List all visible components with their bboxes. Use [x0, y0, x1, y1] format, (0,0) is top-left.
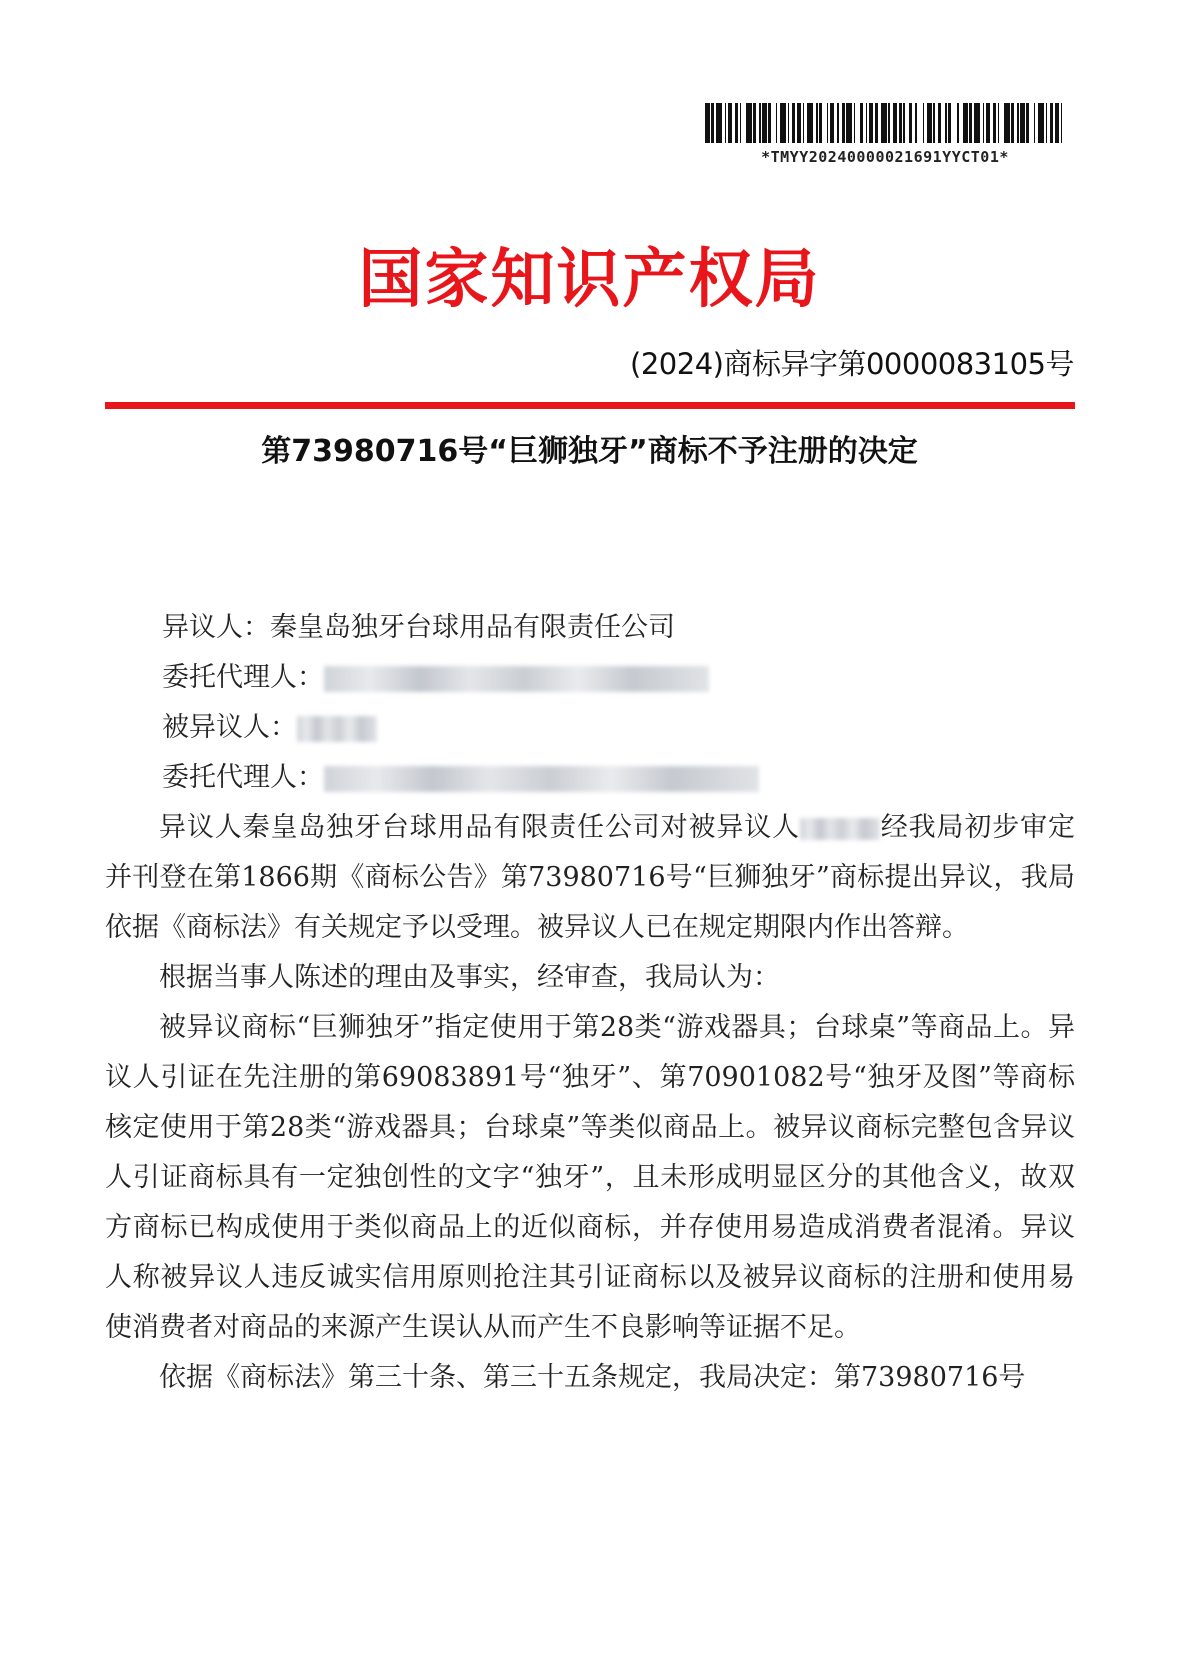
redacted-opposed-party-inline	[800, 818, 880, 840]
opponent-line	[162, 605, 675, 644]
opponent-label: 异议人：	[162, 612, 270, 643]
opponent-agent-line	[162, 655, 709, 694]
decision-body	[105, 803, 1075, 1403]
opposed-party-line	[162, 705, 377, 744]
red-divider	[105, 402, 1075, 409]
redacted-opposed-party	[297, 716, 377, 742]
barcode-bar	[1062, 103, 1065, 143]
opposed-agent-line	[162, 755, 759, 794]
paragraph-3: 被异议商标“巨狮独牙”指定使用于第28类“游戏器具；台球桌”等商品上。异议人引证在先注册的第69083891号“独牙”、第70901082号“独牙及图”等商标核定使用于第28类“游戏器具；台球桌”等类似商品上。被异议商标完整包含异议人引证商标具有一定独创性的文字“独牙”，且未形成明显区分的其他含义，故双方商标已构成使用于类似商品上的近似商标，并存使用易造成消费者混淆。异议人称被异议人违反诚实信用原则抢注其引证商标以及被异议商标的注册和使用易使消费者对商品的来源产生误认从而产生不良影响等证据不足。	[105, 1012, 1075, 1343]
paragraph-4: 依据《商标法》第三十条、第三十五条规定，我局决定：第73980716号	[159, 1362, 1026, 1393]
barcode	[705, 103, 1065, 143]
opponent-name: 秦皇岛独牙台球用品有限责任公司	[270, 612, 675, 643]
paragraph-1-end: 经我局初步审定并刊登在第1866期《商标公告》第73980716号“巨狮独牙”商标提出异议，我局依据《商标法》有关规定予以受理。被异议人已在规定期限内作出答辩。	[105, 812, 1076, 943]
opposed-party-label: 被异议人：	[162, 712, 297, 743]
opposed-agent-label: 委托代理人：	[162, 762, 324, 793]
paragraph-2: 根据当事人陈述的理由及事实，经审查，我局认为：	[159, 962, 780, 993]
opponent-agent-label: 委托代理人：	[162, 662, 324, 693]
redacted-opposed-agent	[324, 766, 759, 792]
redacted-opponent-agent	[324, 666, 709, 692]
barcode-number: *TMYY20240000021691YYCT01*	[761, 148, 1009, 166]
document-title: 第73980716号“巨狮独牙”商标不予注册的决定	[261, 434, 918, 469]
agency-name: 国家知识产权局	[358, 243, 821, 317]
paragraph-1-start: 异议人秦皇岛独牙台球用品有限责任公司对被异议人	[159, 812, 800, 843]
document-number: (2024)商标异字第0000083105号	[630, 347, 1074, 381]
paragraph-1	[105, 803, 1075, 953]
